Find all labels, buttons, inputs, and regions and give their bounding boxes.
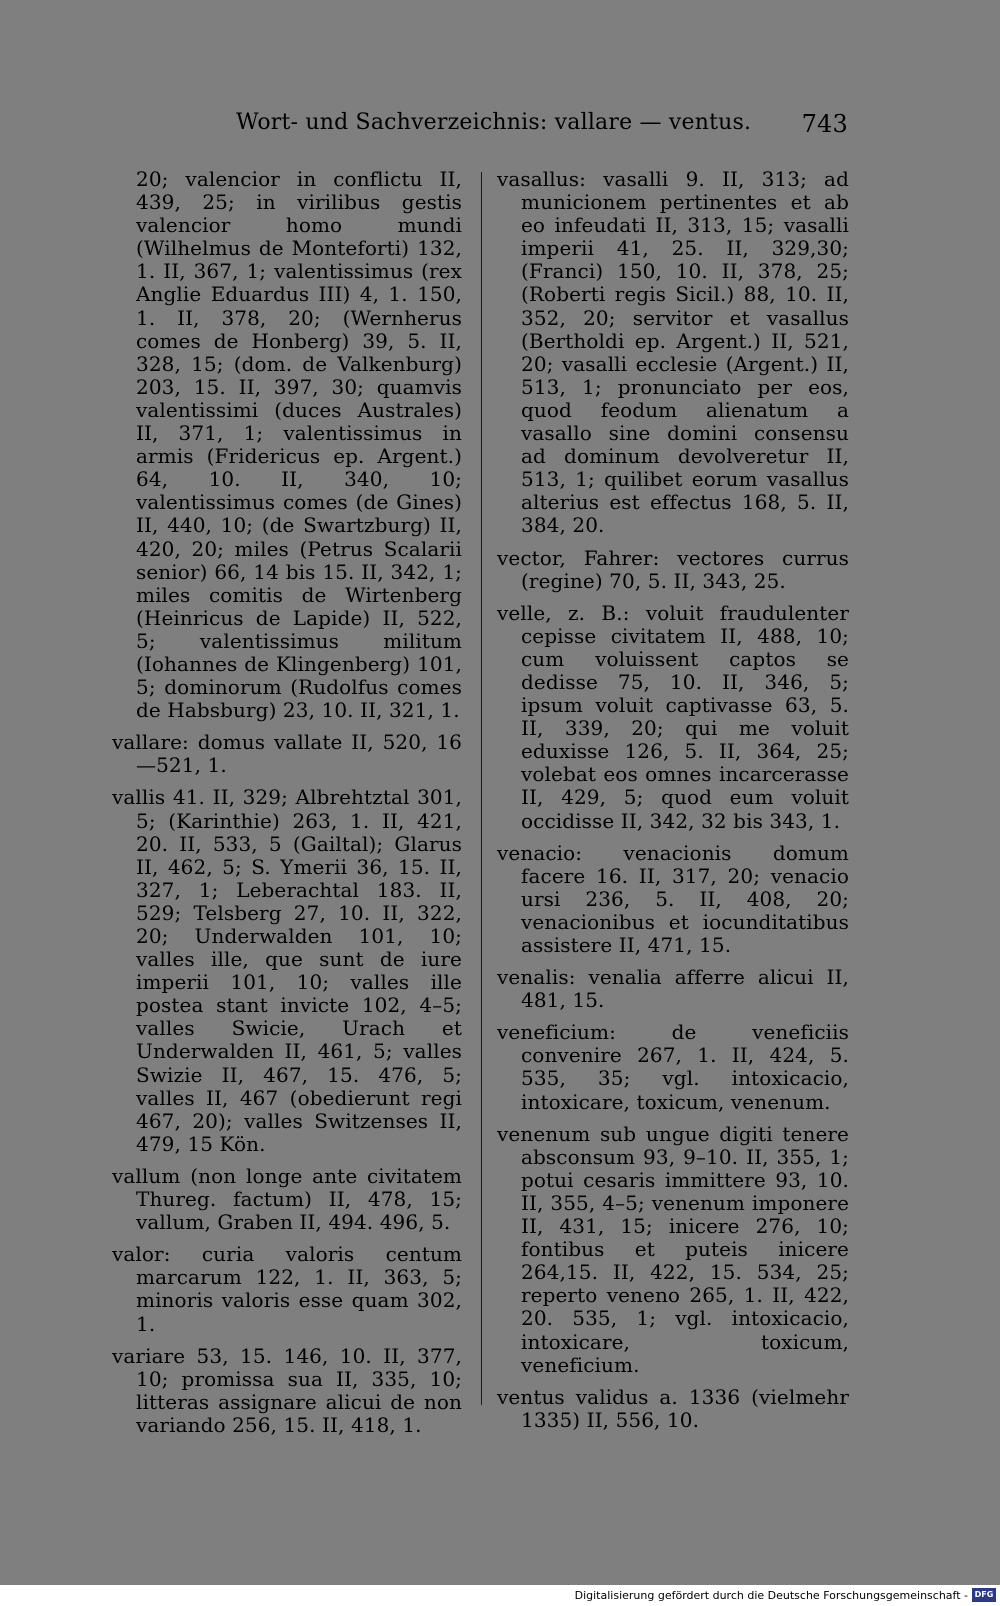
dfg-logo: DFG <box>972 1588 996 1602</box>
entry-venenum: venenum sub ungue digiti tenere absconsum 93, 9–10. II, 355, 1; potui cesaris immittere 93, 10. II, 355, 4–5; venenum imponere II, 431, 15; inicere 276, 10; fontibus et puteis inicere 264,15. II, 422, 15. 534, 25; reperto veneno 265, 1. II, 422, 20. 535, 1; vgl. intoxicacio, intoxicare, toxicum, veneficium. <box>497 1121 849 1377</box>
entry-vallare: vallare: domus vallate II, 520, 16—521, 1. <box>112 730 462 778</box>
entry-ventus: ventus validus a. 1336 (vielmehr 1335) II, 556, 10. <box>497 1384 849 1432</box>
digitization-footer <box>0 1585 1000 1606</box>
entry-variare: variare 53, 15. 146, 10. II, 377, 10; promissa sua II, 335, 10; litteras assignare alicui de non variando 256, 15. II, 418, 1. <box>112 1343 462 1437</box>
entry-venacio: venacio: venacionis domum facere 16. II, 317, 20; venacio ursi 236, 5. II, 408, 20; venacionibus et iocunditatibus assistere II, 471, 15. <box>497 840 849 957</box>
entry-vallum: vallum (non longe ante civitatem Thureg. factum) II, 478, 15; vallum, Graben II, 494. 496, 5. <box>112 1163 462 1235</box>
page-number: 743 <box>801 110 848 138</box>
right-column <box>497 168 849 1441</box>
entry-vallis: vallis 41. II, 329; Albrehtztal 301, 5; (Karinthie) 263, 1. II, 421, 20. II, 533, 5 (Gailtal); Glarus II, 462, 5; S. Ymerii 36, 15. II, 327, 1; Leberachtal 183. II, 529; Telsberg 27, 10. II, 322, 20; Underwalden 101, 10; valles ille, que sunt de iure imperii 101, 10; valles ille postea stant invicte 102, 4–5; valles Swicie, Urach et Underwalden II, 461, 5; valles Swizie II, 467, 15. 476, 5; valles II, 467 (obedierunt regi 467, 20); valles Switzenses II, 479, 15 Kön. <box>112 785 462 1156</box>
column-divider <box>481 172 482 1405</box>
entry-valor: valor: curia valoris centum marcarum 122, 1. II, 363, 5; minoris valoris esse quam 302, 1. <box>112 1242 462 1336</box>
entry-veneficium: veneficium: de veneficiis convenire 267, 1. II, 424, 5. 535, 35; vgl. intoxicacio, intoxicare, toxicum, venenum. <box>497 1020 849 1114</box>
left-column <box>112 168 462 1446</box>
running-title: Wort- und Sachverzeichnis: vallare — ventus. <box>236 110 752 135</box>
entry-venalis: venalis: venalia afferre alicui II, 481, 15. <box>497 965 849 1013</box>
entry-vector: vector, Fahrer: vectores currus (regine) 70, 5. II, 343, 25. <box>497 545 849 593</box>
entry-velle: velle, z. B.: voluit fraudulenter cepisse civitatem II, 488, 10; cum voluissent captos se dedisse 75, 10. II, 346, 5; ipsum voluit captivasse 63, 5. II, 339, 20; qui me voluit eduxisse 126, 5. II, 364, 25; volebat eos omnes incarcerasse II, 429, 5; quod eum voluit occidisse II, 342, 32 bis 343, 1. <box>497 600 849 833</box>
entry-vasallus: vasallus: vasalli 9. II, 313; ad municionem pertinentes et ab eo infeudati II, 313, 15; vasalli imperii 41, 25. II, 329,30; (Franci) 150, 10. II, 378, 25; (Roberti regis Sicil.) 88, 10. II, 352, 20; servitor et vasallus (Bertholdi ep. Argent.) II, 521, 20; vasalli ecclesie (Argent.) II, 513, 1; pronunciato per eos, quod feodum alienatum a vasallo sine domini consensu ad dominum devolveretur II, 513, 1; quilibet eorum vasallus alterius est effectus 168, 5. II, 384, 20. <box>497 167 849 538</box>
entry-valens-continuation: 20; valencior in conflictu II, 439, 25; in virilibus gestis valencior homo mundi (Wilhelmus de Monteforti) 132, 1. II, 367, 1; valentissimus (rex Anglie Eduardus III) 4, 1. 150, 1. II, 378, 20; (Wernherus comes de Honberg) 39, 5. II, 328, 15; (dom. de Valkenburg) 203, 15. II, 397, 30; quamvis valentissimi (duces Australes) II, 371, 1; valentissimus in armis (Fridericus ep. Argent.) 64, 10. II, 340, 10; valentissimus comes (de Gines) II, 440, 10; (de Swartzburg) II, 420, 20; miles (Petrus Scalarii senior) 66, 14 bis 15. II, 342, 1; miles comitis de Wirtenberg (Heinricus de Lapide) II, 522, 5; valentissimus militum (Iohannes de Klingenberg) 101, 5; dominorum (Rudolfus comes de Habsburg) 23, 10. II, 321, 1. <box>136 167 462 723</box>
funding-credit: Digitalisierung gefördert durch die Deutsche Forschungsgemeinschaft - <box>574 1589 968 1602</box>
